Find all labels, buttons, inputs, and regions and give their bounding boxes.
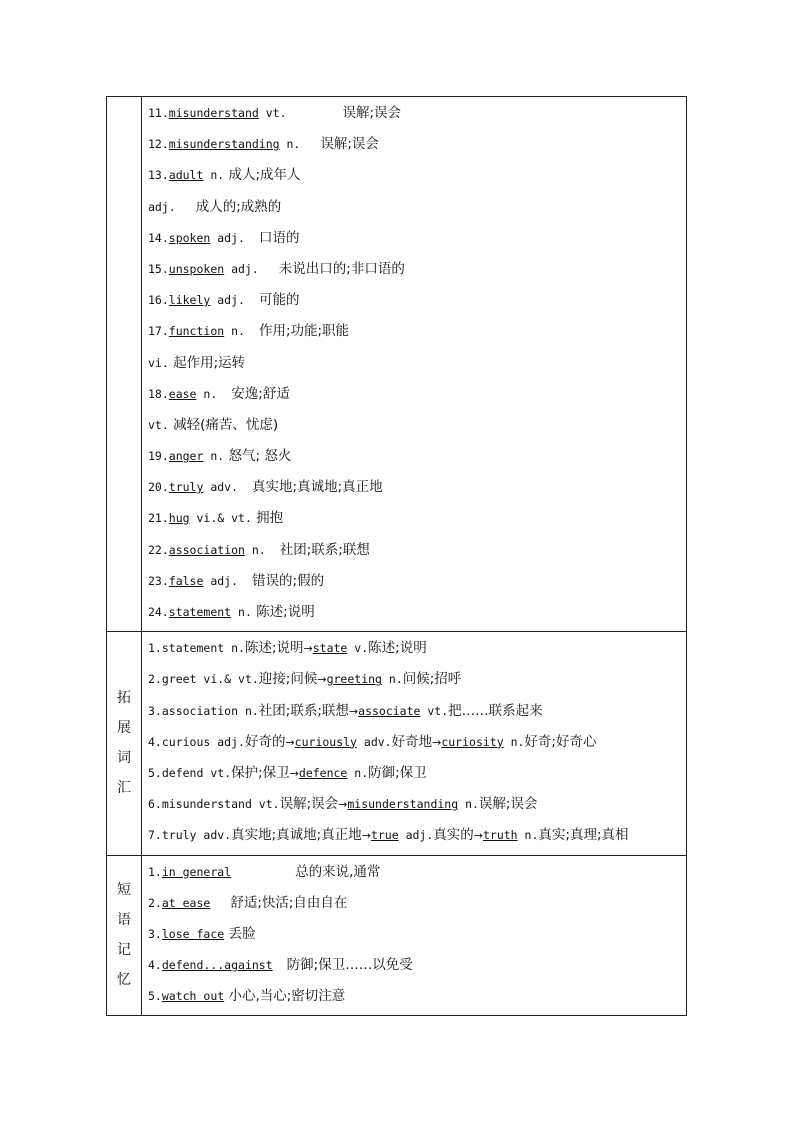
part-of-speech: adj. (210, 230, 245, 245)
part-of-speech: adj. (224, 261, 259, 276)
part-of-speech: n. (244, 542, 266, 557)
arrow-icon: → (338, 798, 348, 812)
item-number: 18. (148, 386, 169, 401)
label-char: 忆 (117, 972, 131, 989)
vocab-meaning: 怒气; 怒火 (228, 448, 292, 465)
part-of-speech: n. (224, 324, 245, 339)
part-of-speech: vt. (420, 703, 449, 718)
expand-row (148, 789, 686, 820)
part-of-speech: adv. (356, 734, 392, 749)
base-word: misunderstand (161, 797, 252, 812)
item-number: 20. (148, 480, 169, 495)
vocab-section (107, 97, 687, 632)
part-of-speech: n. (203, 168, 225, 183)
vocab-word: adult (168, 168, 204, 183)
vocab-row (148, 535, 686, 566)
phrase: watch out (161, 989, 225, 1004)
expand-row (148, 664, 686, 695)
derived-meaning: 问候;招呼 (402, 671, 462, 688)
base-meaning: 保护;保卫 (231, 764, 290, 781)
part-of-speech: adj. (398, 828, 434, 843)
item-number: 4. (148, 958, 162, 973)
expand-row (148, 727, 686, 758)
base-word: truly (161, 828, 197, 843)
vocab-meaning: 误解;误会 (320, 136, 379, 153)
part-of-speech: n. (458, 797, 479, 812)
vocab-word: truly (168, 480, 204, 495)
part-of-speech: vt. (258, 106, 287, 120)
derived-word: state (312, 641, 348, 656)
base-meaning: 误解;误会 (279, 796, 339, 813)
base-meaning: 社团;联系;联想 (258, 702, 349, 719)
expand-list (142, 632, 687, 855)
derived-word: curiosity (441, 734, 504, 749)
phrase-section (107, 855, 687, 1016)
base-meaning: 陈述;说明 (244, 640, 304, 657)
phrase-row (148, 919, 686, 950)
item-number: 13. (148, 168, 169, 183)
phrase-meaning: 小心,当心;密切注意 (228, 988, 346, 1005)
arrow-icon: → (303, 642, 313, 656)
vocab-word: likely (168, 293, 211, 308)
base-word: curious (161, 734, 211, 749)
label-char: 记 (117, 942, 131, 959)
label-char: 拓 (117, 690, 131, 707)
phrase-row (148, 857, 686, 888)
derived-word: true (370, 828, 399, 843)
vocab-row (148, 254, 686, 285)
vocab-row (148, 316, 686, 347)
base-meaning: 真实地;真诚地;真正地 (231, 827, 362, 844)
vocab-meaning: 成人;成年人 (228, 167, 301, 184)
vocab-meaning: 错误的;假的 (252, 572, 325, 589)
item-number: 21. (148, 511, 169, 526)
item-number: 1. (148, 641, 162, 656)
vocab-row (148, 441, 686, 472)
part-of-speech: adj. (210, 293, 245, 308)
vocab-row (148, 472, 686, 503)
vocab-row (148, 410, 686, 441)
vocab-meaning: 口语的 (258, 229, 300, 246)
part-of-speech: n. (231, 605, 252, 619)
vocab-meaning: 减轻(痛苦、忧虑) (173, 416, 279, 433)
vocab-word: anger (168, 449, 204, 464)
arrow-icon: → (289, 766, 299, 780)
item-number: 6. (148, 797, 162, 812)
vocab-word: hug (168, 511, 190, 526)
vocab-section-label (107, 97, 142, 632)
phrase-list (142, 855, 687, 1016)
phrase: defend...against (161, 958, 273, 973)
expand-section (107, 632, 687, 855)
vocab-row (148, 129, 686, 160)
part-of-speech: adj. (210, 734, 245, 749)
arrow-icon: → (473, 829, 483, 843)
vocab-row (148, 192, 686, 223)
part-of-speech: n. (238, 703, 259, 718)
item-number: 24. (148, 605, 169, 619)
vocab-meaning: 社团;联系;联想 (279, 541, 370, 558)
base-word: association (161, 703, 239, 718)
part-of-speech: vi.& vt. (196, 672, 259, 687)
vocab-meaning: 陈述;说明 (256, 604, 315, 620)
vocab-word: function (168, 324, 225, 339)
phrase-row (148, 950, 686, 981)
phrase-meaning: 防御;保卫……以免受 (286, 957, 413, 974)
vocab-row (148, 98, 686, 129)
vocab-word: statement (168, 605, 232, 619)
vocab-row (148, 223, 686, 254)
phrase-section-label (107, 855, 142, 1016)
vocab-meaning: 未说出口的;非口语的 (278, 260, 405, 277)
expand-row (148, 820, 686, 851)
derived-word: greeting (326, 672, 382, 687)
vocab-row (148, 160, 686, 191)
item-number: 17. (148, 324, 169, 339)
vocab-meaning: 作用;功能;职能 (258, 323, 350, 340)
vocab-meaning: 起作用;运转 (173, 354, 246, 371)
label-char: 语 (117, 912, 131, 929)
phrase: at ease (161, 895, 211, 910)
derived-meaning: 误解;误会 (478, 796, 538, 813)
expand-row (148, 633, 686, 664)
vocab-word: false (168, 573, 204, 588)
derived-meaning: 真实的 (433, 827, 474, 844)
part-of-speech: vi.& vt. (189, 511, 252, 526)
vocab-row (148, 285, 686, 316)
vocab-word: association (168, 542, 245, 557)
label-char: 汇 (117, 780, 131, 797)
base-word: greet (161, 672, 197, 687)
derived-meaning: 真实;真理;真相 (538, 827, 629, 844)
vocab-word: unspoken (168, 261, 225, 276)
vocab-meaning: 成人的;成熟的 (195, 198, 282, 215)
label-char: 短 (117, 882, 131, 899)
vocab-row (148, 597, 686, 628)
vocab-meaning: 可能的 (258, 292, 300, 309)
vocab-meaning: 拥抱 (256, 510, 284, 527)
vocab-meaning: 误解;误会 (342, 105, 402, 121)
part-of-speech: adv. (196, 828, 232, 843)
arrow-icon: → (317, 673, 327, 687)
derived-word: associate (358, 703, 421, 718)
item-number: 1. (148, 864, 162, 879)
derived-meaning: 把……联系起来 (448, 702, 543, 719)
item-number: 3. (148, 703, 162, 718)
phrase-meaning: 总的来说,通常 (295, 863, 381, 880)
part-of-speech: n. (279, 137, 301, 152)
expand-row (148, 758, 686, 789)
base-meaning: 迎接;问候 (258, 671, 318, 688)
item-number: 4. (148, 734, 162, 749)
vocab-list (142, 97, 687, 632)
item-number: 5. (148, 989, 162, 1004)
phrase: in general (161, 864, 232, 879)
item-number: 12. (148, 137, 169, 152)
phrase-row (148, 981, 686, 1012)
label-char: 展 (117, 720, 131, 737)
part-of-speech: v. (347, 641, 369, 656)
derived-meaning: 好奇;好奇心 (524, 733, 597, 750)
part-of-speech: adj. (148, 199, 176, 214)
item-number: 11. (148, 106, 169, 120)
part-of-speech: adj. (203, 573, 239, 588)
item-number: 2. (148, 672, 162, 687)
part-of-speech: vt. (203, 765, 232, 780)
arrow-icon: → (348, 704, 359, 718)
vocab-word: misunderstanding (168, 137, 280, 152)
part-of-speech: adv. (203, 480, 239, 495)
item-number: 15. (148, 261, 169, 276)
part-of-speech: n. (203, 449, 225, 464)
part-of-speech: vi. (148, 355, 169, 370)
expand-row (148, 696, 686, 727)
base-word: defend (161, 765, 204, 780)
derived-meaning: 陈述;说明 (368, 640, 427, 657)
vocab-word: ease (168, 386, 197, 401)
item-number: 22. (148, 542, 169, 557)
part-of-speech: n. (347, 765, 369, 780)
vocabulary-table (106, 96, 687, 1016)
derived-word: defence (298, 765, 348, 780)
vocab-row (148, 566, 686, 597)
item-number: 3. (148, 926, 162, 941)
part-of-speech: vt. (251, 797, 280, 812)
arrow-icon: → (432, 735, 442, 749)
part-of-speech: n. (224, 641, 245, 656)
vocab-row (148, 348, 686, 379)
label-char: 词 (117, 750, 131, 767)
item-number: 5. (148, 765, 162, 780)
vocab-meaning: 安逸;舒适 (231, 385, 290, 402)
item-number: 16. (148, 293, 169, 308)
phrase-meaning: 舒适;快活;自由自在 (230, 894, 348, 911)
phrase: lose face (161, 926, 225, 941)
part-of-speech: vt. (148, 417, 169, 432)
vocab-word: misunderstand (168, 106, 259, 120)
part-of-speech: n. (381, 672, 403, 687)
item-number: 2. (148, 895, 162, 910)
base-word: statement (161, 641, 225, 656)
vocab-word: spoken (168, 230, 211, 245)
vocab-meaning: 真实地;真诚地;真正地 (252, 479, 383, 496)
derived-word: truth (482, 828, 518, 843)
vocab-row (148, 503, 686, 534)
item-number: 7. (148, 828, 162, 843)
arrow-icon: → (285, 735, 295, 749)
derived-word: curiously (294, 734, 357, 749)
derived-meaning: 好奇地 (391, 733, 433, 750)
phrase-row (148, 888, 686, 919)
item-number: 14. (148, 230, 169, 245)
base-meaning: 好奇的 (244, 733, 286, 750)
item-number: 23. (148, 573, 169, 588)
arrow-icon: → (361, 829, 371, 843)
derived-meaning: 防御;保卫 (368, 764, 427, 781)
derived-word: misunderstanding (347, 797, 459, 812)
expand-section-label (107, 632, 142, 855)
phrase-meaning: 丢脸 (228, 925, 256, 942)
part-of-speech: n. (503, 734, 525, 749)
vocab-row (148, 379, 686, 410)
part-of-speech: n. (196, 386, 218, 401)
item-number: 19. (148, 449, 169, 464)
part-of-speech: n. (517, 828, 539, 843)
